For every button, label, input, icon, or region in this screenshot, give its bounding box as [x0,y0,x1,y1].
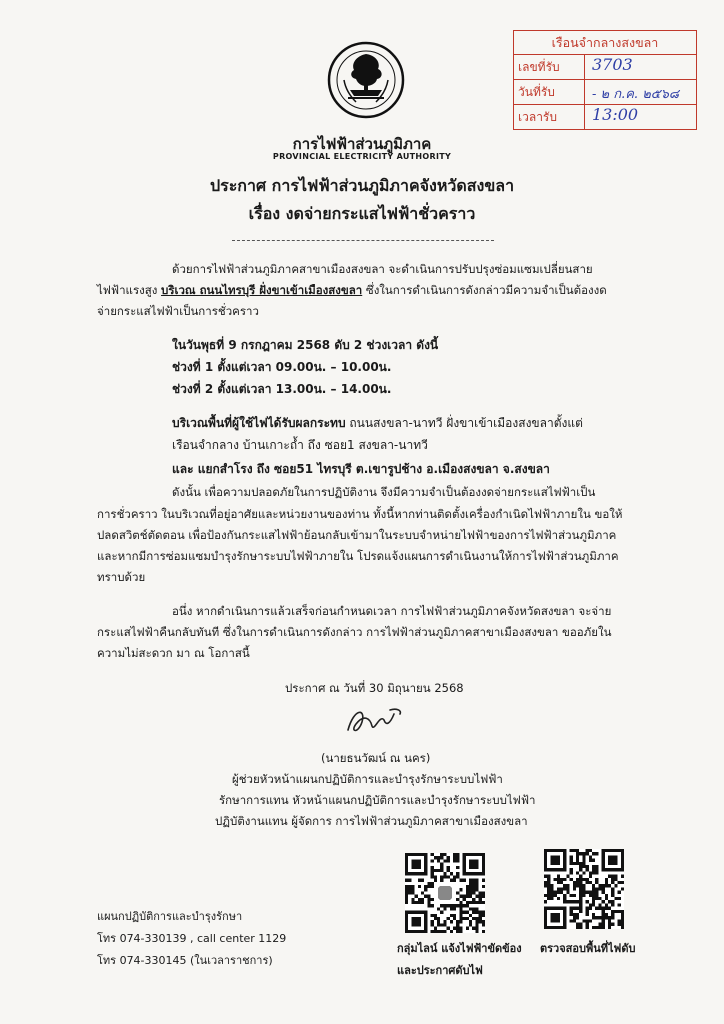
line-group-qr-code[interactable] [405,853,485,933]
body-line [97,279,607,301]
org-name-english: PROVINCIAL ELECTRICITY AUTHORITY [272,152,452,161]
footer-dept: แผนกปฏิบัติการและบำรุงรักษา [97,910,243,923]
signer-name: (นายธนวัฒน์ ณ นคร) [321,751,431,765]
announcement-title: ประกาศ การไฟฟ้าส่วนภูมิภาคจังหวัดสงขลา [209,176,515,195]
affected-area-label: บริเวณพื้นที่ผู้ใช้ไฟได้รับผลกระทบ [172,416,346,430]
stamp-row-time [514,104,696,128]
outage-slot-2: ช่วงที่ 2 ตั้งแต่เวลา 13.00น. – 14.00น. [172,382,392,396]
body-line: กระแสไฟฟ้าคืนกลับทันที ซึ่งในการดำเนินการดังกล่าว การไฟฟ้าส่วนภูมิภาคสาขาเมืองสงขลา ขออภัยใน [97,625,612,639]
signer-position: ผู้ช่วยหัวหน้าแผนกปฏิบัติการและบำรุงรักษาระบบไฟฟ้า [232,772,503,786]
stamp-header: เรือนจำกลางสงขลา [551,35,659,50]
body-line: ความไม่สะดวก มา ณ โอกาสนี้ [97,646,250,660]
affected-area-line [172,412,583,434]
qr-caption: และประกาศดับไฟ [397,964,483,977]
body-line: การชั่วคราว ในบริเวณที่อยู่อาศัยและหน่วยงานของท่าน ทั้งนี้หากท่านติดตั้งเครื่องกำเนิดไฟฟ้าภายใน ขอให้ [97,507,623,521]
outage-check-qr-code[interactable] [544,849,624,929]
outage-date: ในวันพุธที่ 9 กรกฎาคม 2568 ดับ 2 ช่วงเวลา ดังนี้ [172,338,439,352]
affected-location: บริเวณ ถนนไทรบุรี ฝั่งขาเข้าเมืองสงขลา [161,283,363,297]
body-line: ด้วยการไฟฟ้าส่วนภูมิภาคสาขาเมืองสงขลา จะดำเนินการปรับปรุงซ่อมแซมเปลี่ยนสาย [172,262,593,276]
handwritten-signature [340,700,410,740]
stamp-value: 3703 [592,55,633,74]
affected-area-line: และ แยกสำโรง ถึง ซอย51 ไทรบุรี ต.เขารูปช้าง อ.เมืองสงขลา จ.สงขลา [172,462,550,476]
body-text: ไฟฟ้าแรงสูง [97,283,162,297]
title-divider [232,240,494,241]
affected-area-line: เรือนจำกลาง บ้านเกาะถ้ำ ถึง ซอย1 สงขลา-นาทวี [172,438,428,452]
stamp-row-date [514,79,696,103]
announcement-subject: เรื่อง งดจ่ายกระแสไฟฟ้าชั่วคราว [248,204,476,223]
announce-date: ประกาศ ณ วันที่ 30 มิถุนายน 2568 [285,681,464,695]
stamp-label: วันที่รับ [518,85,555,99]
stamp-value: - ๒ ก.ค. ๒๕๖๘ [592,87,679,102]
org-name-thai: การไฟฟ้าส่วนภูมิภาค [292,135,432,153]
footer-phone: โทร 074-330139 , call center 1129 [97,932,287,945]
affected-area-text: ถนนสงขลา-นาทวี ฝั่งขาเข้าเมืองสงขลาตั้งแต่ [345,416,583,430]
signer-position: รักษาการแทน หัวหน้าแผนกปฏิบัติการและบำรุงรักษาระบบไฟฟ้า [219,793,536,807]
body-line: จ่ายกระแสไฟฟ้าเป็นการชั่วคราว [97,304,259,318]
body-line: ปลดสวิตช์ตัดตอน เพื่อป้องกันกระแสไฟฟ้าย้อนกลับเข้ามาในระบบจำหน่ายไฟฟ้าของการไฟฟ้าส่วนภูมิภาค [97,528,617,542]
signer-position: ปฏิบัติงานแทน ผู้จัดการ การไฟฟ้าส่วนภูมิภาคสาขาเมืองสงขลา [215,814,528,828]
body-line: ดังนั้น เพื่อความปลอดภัยในการปฏิบัติงาน จึงมีความจำเป็นต้องงดจ่ายกระแสไฟฟ้าเป็น [172,485,596,499]
body-line: อนึ่ง หากดำเนินการแล้วเสร็จก่อนกำหนดเวลา การไฟฟ้าส่วนภูมิภาคจังหวัดสงขลา จะจ่าย [172,604,612,618]
body-text: ซึ่งในการดำเนินการดังกล่าวมีความจำเป็นต้องงด [362,283,607,297]
qr-caption: ตรวจสอบพื้นที่ไฟดับ [540,942,636,955]
body-line: และหากมีการซ่อมแซมบำรุงรักษาระบบไฟฟ้าภายใน โปรดแจ้งแผนการดำเนินงานให้การไฟฟ้าส่วนภูมิภาค [97,549,619,563]
qr-caption: กลุ่มไลน์ แจ้งไฟฟ้าขัดข้อง [397,942,522,955]
outage-slot-1: ช่วงที่ 1 ตั้งแต่เวลา 09.00น. – 10.00น. [172,360,392,374]
stamp-label: เวลารับ [518,110,557,124]
footer-phone: โทร 074-330145 (ในเวลาราชการ) [97,954,273,967]
pea-logo [326,40,406,120]
receipt-stamp [513,30,697,130]
stamp-value: 13:00 [592,105,639,124]
stamp-label: เลขที่รับ [518,60,560,74]
stamp-row-number [514,54,696,78]
body-line: ทราบด้วย [97,570,146,584]
